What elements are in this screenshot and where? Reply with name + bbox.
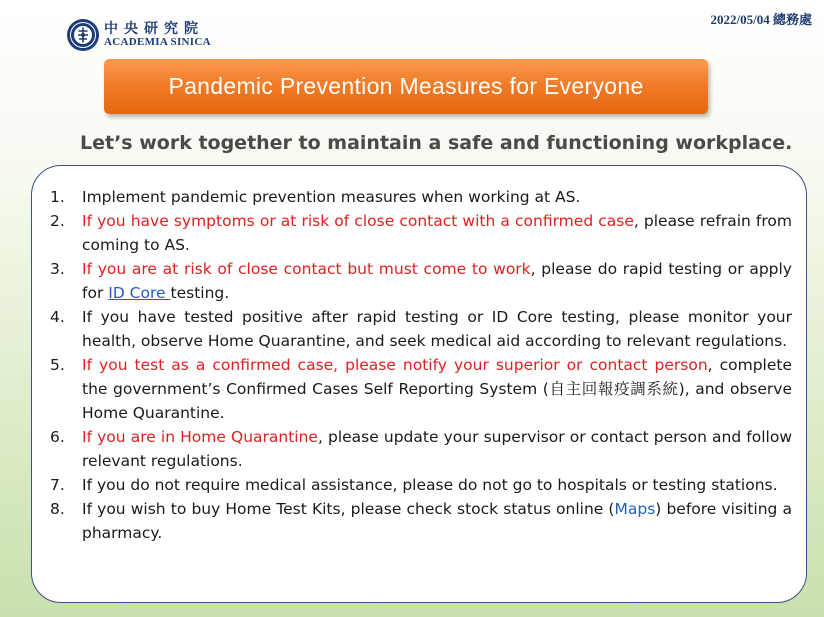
item-text: If you wish to buy Home Test Kits, please check stock status online (	[82, 500, 615, 518]
measures-list	[50, 185, 792, 545]
item-text: testing.	[170, 284, 230, 302]
list-item	[50, 425, 792, 473]
item-text: ) before visiting a pharmacy.	[82, 500, 792, 542]
academia-sinica-logo	[66, 18, 211, 52]
item-text: , complete the government’s Confirmed Cases Self Reporting System (自主回報疫調系統), and observe Home Quarantine.	[82, 356, 792, 422]
list-item	[50, 305, 792, 353]
item-highlight: If you test as a confirmed case, please notify your superior or contact person	[82, 356, 708, 374]
list-item	[50, 209, 792, 257]
measures-panel	[31, 165, 807, 603]
id-core-link[interactable]: ID Core	[108, 284, 171, 302]
tagline: Let’s work together to maintain a safe and functioning workplace.	[80, 132, 793, 154]
item-number: 5.	[50, 356, 65, 374]
academia-sinica-seal-icon	[66, 18, 100, 52]
item-number: 1.	[50, 188, 65, 206]
list-item	[50, 497, 792, 545]
item-number: 6.	[50, 428, 65, 446]
logo-chinese-name: 中央研究院	[104, 20, 204, 37]
banner-title: Pandemic Prevention Measures for Everyone	[168, 73, 644, 99]
list-item	[50, 185, 792, 209]
maps-link[interactable]: Maps	[614, 500, 656, 518]
item-text: , please do rapid testing or apply for	[82, 260, 792, 302]
item-text: , please refrain from coming to AS.	[82, 212, 792, 254]
item-text: If you have tested positive after rapid testing or ID Core testing, please monitor your health, observe Home Quarantine, and seek medical aid according to relevant regulations.	[82, 308, 792, 350]
item-text: If you do not require medical assistance, please do not go to hospitals or testing stations.	[82, 476, 778, 494]
item-number: 2.	[50, 212, 65, 230]
item-number: 7.	[50, 476, 65, 494]
item-highlight: If you are at risk of close contact but must come to work	[82, 260, 531, 278]
item-number: 8.	[50, 500, 65, 518]
title-banner	[104, 59, 708, 114]
list-item	[50, 257, 792, 305]
list-item	[50, 473, 792, 497]
date-department-label: 2022/05/04 總務處	[710, 12, 812, 27]
item-number: 3.	[50, 260, 65, 278]
item-highlight: If you have symptoms or at risk of close contact with a confirmed case	[82, 212, 634, 230]
item-highlight: If you are in Home Quarantine	[82, 428, 318, 446]
item-number: 4.	[50, 308, 65, 326]
list-item	[50, 353, 792, 425]
item-text: , please update your supervisor or contact person and follow relevant regulations.	[82, 428, 793, 470]
logo-english-name: ACADEMIA SINICA	[104, 35, 211, 48]
item-text: Implement pandemic prevention measures when working at AS.	[82, 188, 581, 206]
